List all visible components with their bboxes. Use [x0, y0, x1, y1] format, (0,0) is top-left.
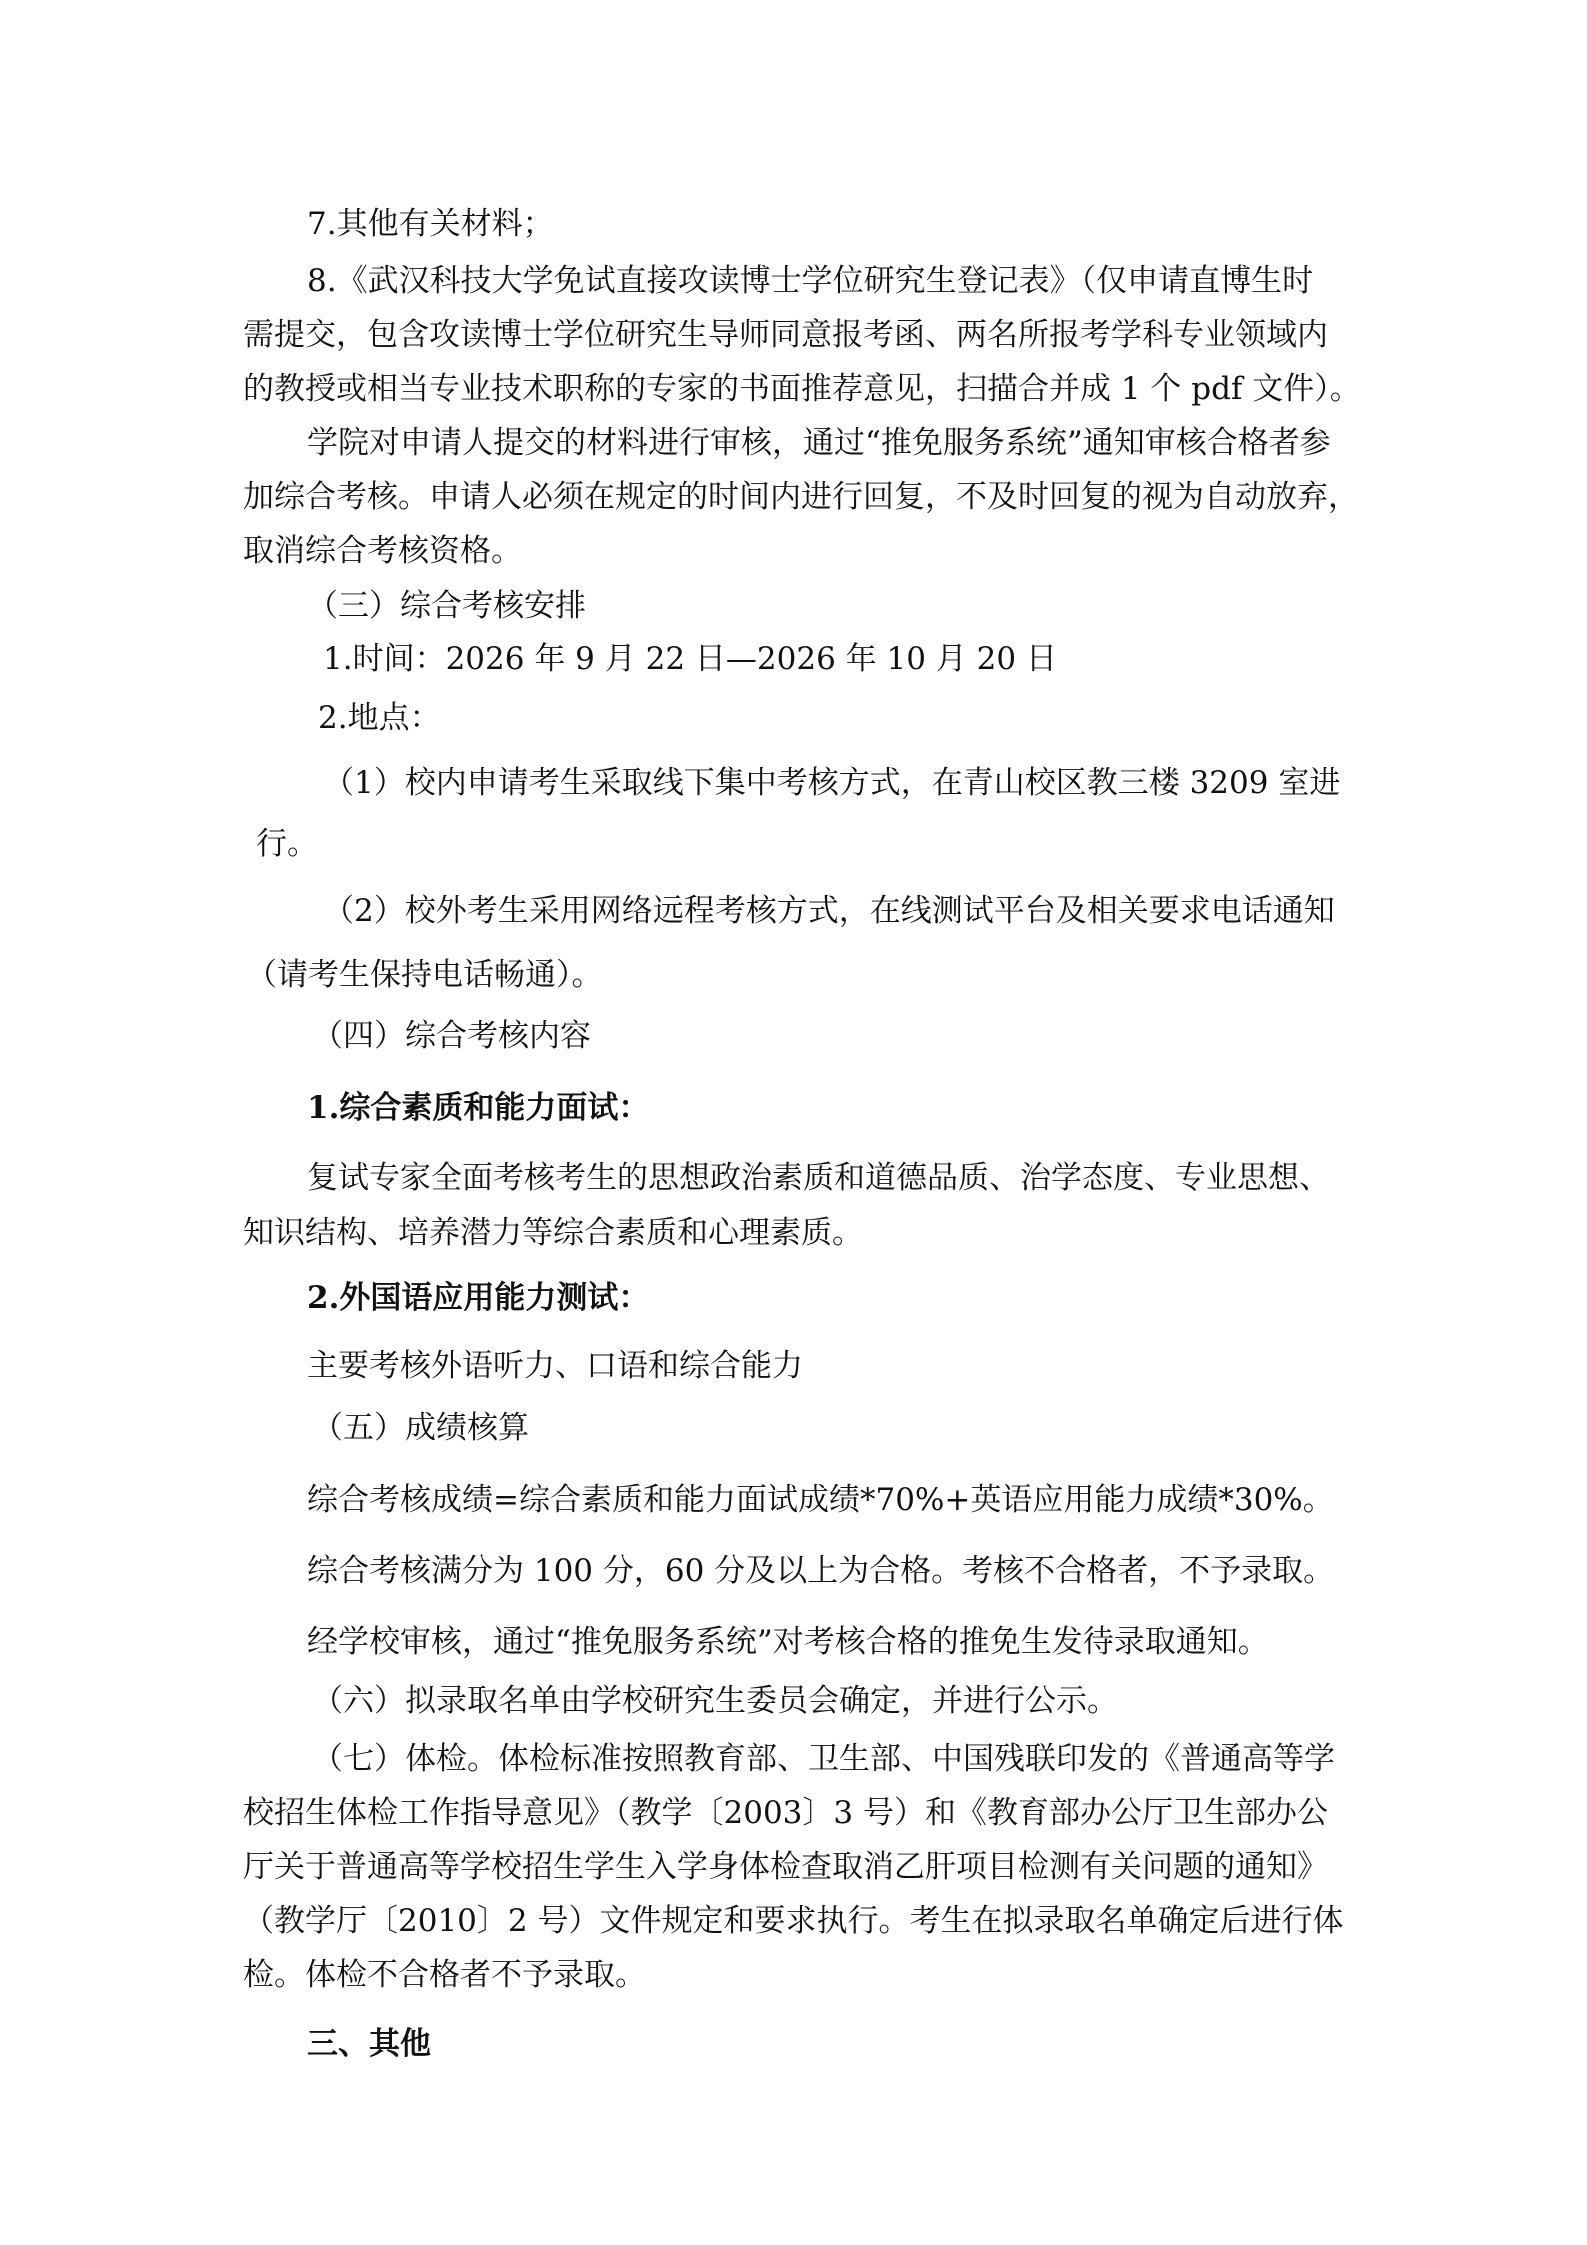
exam-location-label: 2.地点：	[318, 700, 441, 736]
section-heading-exam-arrangement: （三）综合考核安排	[307, 588, 586, 624]
review-paragraph-line-2: 加综合考核。申请人必须在规定的时间内进行回复，不及时回复的视为自动放弃，	[243, 479, 1359, 515]
material-item-7: 7.其他有关材料；	[307, 206, 554, 242]
interview-description-line-2: 知识结构、培养潜力等综合素质和心理素质。	[243, 1215, 863, 1251]
location-external-line-1: （2）校外考生采用网络远程考核方式，在线测试平台及相关要求电话通知	[323, 893, 1335, 929]
location-internal-line-1: （1）校内申请考生采取线下集中考核方式，在青山校区教三楼 3209 室进	[323, 765, 1341, 801]
language-test-description: 主要考核外语听力、口语和综合能力	[307, 1348, 803, 1384]
review-paragraph-line-3: 取消综合考核资格。	[243, 533, 522, 569]
score-formula: 综合考核成绩=综合素质和能力面试成绩*70%+英语应用能力成绩*30%。	[307, 1482, 1334, 1518]
location-internal-line-2: 行。	[256, 826, 318, 862]
section-heading-exam-content: （四）综合考核内容	[312, 1018, 591, 1054]
exam-time: 1.时间：2026 年 9 月 22 日—2026 年 10 月 20 日	[323, 641, 1057, 677]
section-heading-score-calculation: （五）成绩核算	[312, 1410, 529, 1446]
physical-exam-line-1: （七）体检。体检标准按照教育部、卫生部、中国残联印发的《普通高等学	[312, 1741, 1335, 1777]
section-heading-admission-list: （六）拟录取名单由学校研究生委员会确定，并进行公示。	[312, 1683, 1118, 1719]
subheading-interview: 1.综合素质和能力面试：	[307, 1090, 650, 1126]
physical-exam-line-3: 厅关于普通高等学校招生学生入学身体检查取消乙肝项目检测有关问题的通知》	[243, 1849, 1328, 1885]
material-item-8-line-1: 8.《武汉科技大学免试直接攻读博士学位研究生登记表》（仅申请直博生时	[307, 263, 1314, 299]
admission-notice: 经学校审核，通过“推免服务系统”对考核合格的推免生发待录取通知。	[307, 1624, 1269, 1660]
score-passing-rule: 综合考核满分为 100 分，60 分及以上为合格。考核不合格者，不予录取。	[307, 1553, 1335, 1589]
physical-exam-line-4: （教学厅〔2010〕2 号）文件规定和要求执行。考生在拟录取名单确定后进行体	[243, 1903, 1344, 1939]
section-heading-other: 三、其他	[307, 2026, 431, 2062]
material-item-8-line-3: 的教授或相当专业技术职称的专家的书面推荐意见，扫描合并成 1 个 pdf 文件）。	[243, 371, 1361, 407]
physical-exam-line-5: 检。体检不合格者不予录取。	[243, 1957, 646, 1993]
location-external-line-2: （请考生保持电话畅通）。	[246, 957, 603, 993]
subheading-language-test: 2.外国语应用能力测试：	[307, 1280, 650, 1316]
physical-exam-line-2: 校招生体检工作指导意见》（教学〔2003〕3 号）和《教育部办公厅卫生部办公	[243, 1795, 1328, 1831]
material-item-8-line-2: 需提交，包含攻读博士学位研究生导师同意报考函、两名所报考学科专业领域内	[243, 317, 1328, 353]
review-paragraph-line-1: 学院对申请人提交的材料进行审核，通过“推免服务系统”通知审核合格者参	[307, 425, 1331, 461]
interview-description-line-1: 复试专家全面考核考生的思想政治素质和道德品质、治学态度、专业思想、	[307, 1160, 1330, 1196]
